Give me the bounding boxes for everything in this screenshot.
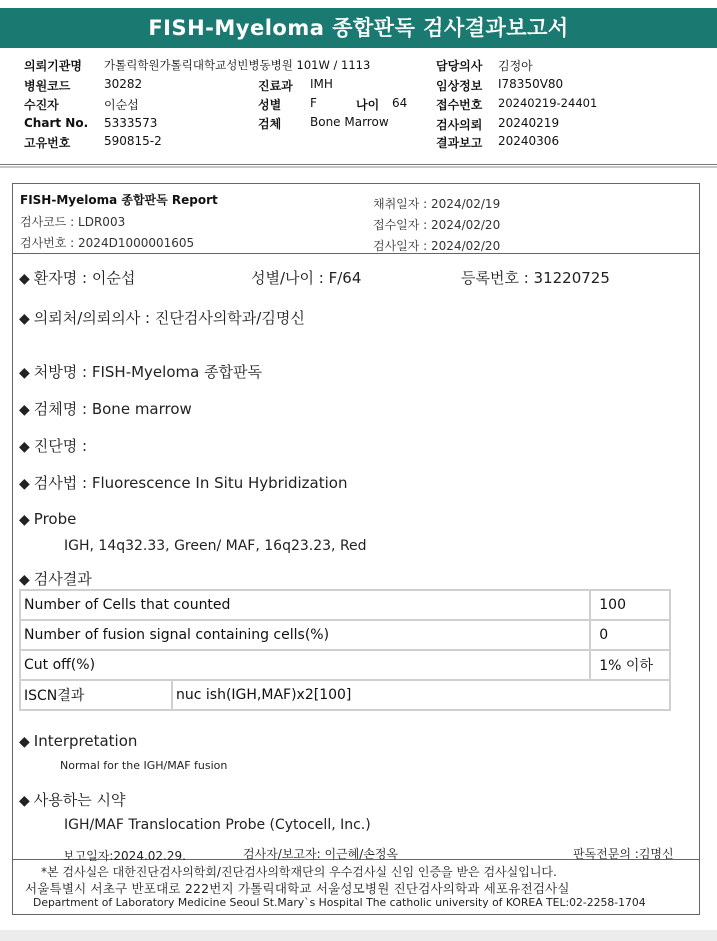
table-row [20,650,670,680]
chart-no-label: Chart No. [24,116,89,130]
diagnosis-line [19,435,87,456]
report-date-label: 결과보고 [436,136,483,150]
report-info-box [13,184,699,254]
report-body [12,183,700,915]
prescription-line [19,361,262,382]
doctor-value: 김정아 [498,59,533,73]
dept-value: IMH [310,77,333,91]
specimen-line [19,398,192,419]
requester: 의뢰처/의뢰의사 : 진단검사의학과/김명신 [33,309,305,327]
collect-date: 채취일자 : 2024/02/19 [373,197,501,211]
table-row [20,620,670,650]
interpretation-title-line [19,732,137,750]
patient-header [0,55,717,163]
hospital-code-label: 병원코드 [24,79,71,93]
clinical-info-label: 임상정보 [436,79,483,93]
bullet-icon: ◆ [19,311,30,327]
receipt-no-value: 20240219-24401 [498,96,598,110]
registration-no: 등록번호 : 31220725 [461,269,610,287]
department-info: Department of Laboratory Medicine Seoul St.Mary`s Hospital The catholic university of KOREA TEL:02-2258-1704 [33,896,646,909]
bullet-icon: ◆ [19,572,30,588]
specimen: 검체명 : Bone marrow [33,400,192,418]
method-line [19,472,347,493]
sex-label: 성별 [258,98,282,112]
bullet-icon: ◆ [19,512,30,528]
result-value: 0 [590,620,670,650]
prescription: 처방명 : FISH-Myeloma 종합판독 [33,363,263,381]
interpretation-title: Interpretation [33,732,138,750]
table-row [20,680,670,710]
specimen-label: 검체 [258,117,282,131]
request-date-value: 20240219 [498,116,560,130]
bullet-icon: ◆ [19,402,30,418]
probe-title-line [19,510,76,528]
bullet-icon: ◆ [19,271,30,287]
chart-no-value: 5333573 [104,116,158,130]
reagent-title: 사용하는 시약 [33,791,126,809]
iscn-label: ISCN결과 [20,680,172,710]
report-title: FISH-Myeloma 종합판독 검사결과보고서 [0,8,717,48]
result-value: 100 [590,590,670,620]
report-date: 보고일자:2024.02.29. [63,849,186,863]
reagent-detail: IGH/MAF Translocation Probe (Cytocell, Inc.) [64,817,371,833]
results-table [19,589,671,711]
dept-label: 진료과 [258,79,293,93]
patient-line [19,267,135,288]
unique-no-label: 고유번호 [24,136,71,150]
result-label: Cut off(%) [20,650,590,680]
probe-title: Probe [33,510,77,528]
method: 검사법 : Fluorescence In Situ Hybridization [33,474,348,492]
report-subtitle: FISH-Myeloma 종합판독 Report [20,193,218,207]
clinical-info-value: I78350V80 [498,77,564,91]
results-title-line [19,568,92,589]
unique-no-value: 590815-2 [104,134,162,148]
hospital-label: 의뢰기관명 [24,59,82,73]
results-title: 검사결과 [33,570,92,588]
reagent-title-line [19,789,126,810]
header-divider-shadow [0,166,717,168]
request-date-label: 검사의뢰 [436,118,483,132]
test-code: 검사코드 : LDR003 [20,215,126,229]
specimen-value: Bone Marrow [310,115,389,129]
report-date-value: 20240306 [498,134,560,148]
doctor-label: 담당의사 [436,59,483,73]
sex-value: F [310,96,317,110]
result-value: 1% 이하 [590,650,670,680]
requester-line [19,307,305,328]
examiner: 검사자/보고자: 이근혜/손정옥 [243,847,399,861]
patient-name: 환자명 : 이순섭 [33,269,136,287]
age-label: 나이 [356,98,380,112]
patient-name-label: 수진자 [24,98,59,112]
iscn-value: nuc ish(IGH,MAF)x2[100] [172,680,670,710]
test-number: 검사번호 : 2024D1000001605 [20,236,195,250]
receive-date: 접수일자 : 2024/02/20 [373,218,501,232]
age-value: 64 [392,96,408,110]
sex-age: 성별/나이 : F/64 [251,269,362,287]
hospital-code-value: 30282 [104,77,143,91]
certification-note: *본 검사실은 대한진단검사의학회/진단검사의학재단의 우수검사실 신임 인증을 받은 검사실입니다. [41,865,557,879]
bottom-bar [0,930,717,941]
hospital-value: 가톨릭학원가톨릭대학교성빈병동병원 101W / 1113 [104,58,371,72]
result-label: Number of Cells that counted [20,590,590,620]
bullet-icon: ◆ [19,734,30,750]
interpretation-text: Normal for the IGH/MAF fusion [60,759,228,772]
bullet-icon: ◆ [19,439,30,455]
bullet-icon: ◆ [19,793,30,809]
result-label: Number of fusion signal containing cells(%) [20,620,590,650]
patient-name-value: 이순섭 [104,98,139,112]
bullet-icon: ◆ [19,365,30,381]
receipt-no-label: 접수번호 [436,98,483,112]
address: 서울특별시 서초구 반포대로 222번지 가톨릭대학교 서울성모병원 진단검사의학과 세포유전검사실 [25,881,570,896]
diagnosis: 진단명 : [33,437,88,455]
bullet-icon: ◆ [19,476,30,492]
reader: 판독전문의 :김명신 [573,847,674,861]
probe-detail: IGH, 14q32.33, Green/ MAF, 16q23.23, Red [64,538,367,554]
header-divider [0,164,717,165]
table-row [20,590,670,620]
test-date: 검사일자 : 2024/02/20 [373,239,501,253]
